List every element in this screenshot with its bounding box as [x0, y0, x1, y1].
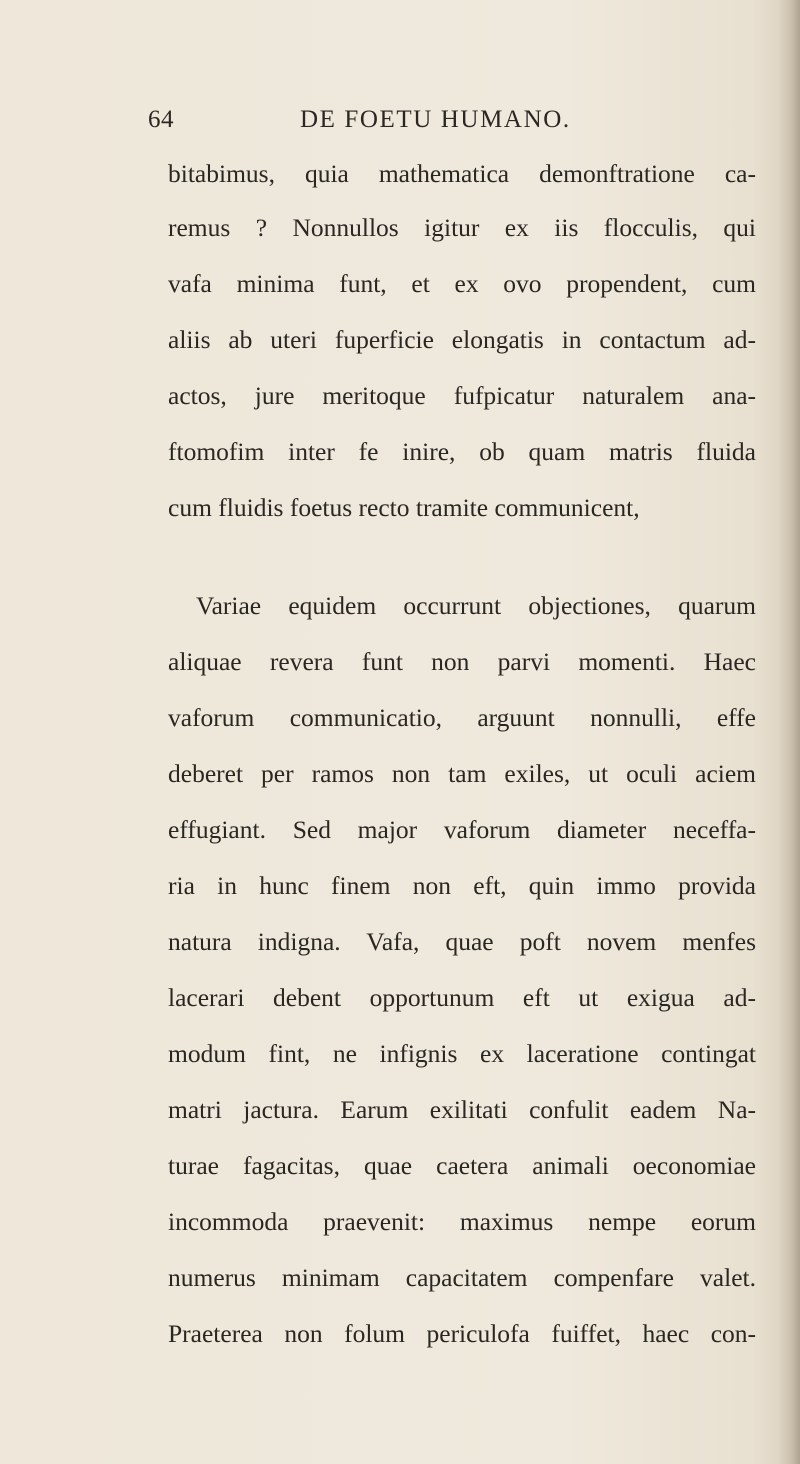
text-line: ria in hunc finem non eft, quin immo provida: [168, 871, 756, 900]
text-line: effugiant. Sed major vaforum diameter neceffa-: [168, 815, 756, 844]
text-line: incommoda praevenit: maximus nempe eorum: [168, 1207, 756, 1236]
text-line: Variae equidem occurrunt objectiones, quarum: [196, 591, 756, 620]
running-title: DE FOETU HUMANO.: [300, 106, 571, 133]
page-number: 64: [148, 106, 174, 133]
text-line: vaforum communicatio, arguunt nonnulli, effe: [168, 703, 756, 732]
text-line: aliquae revera funt non parvi momenti. Haec: [168, 647, 756, 676]
text-line: numerus minimam capacitatem compenfare valet.: [168, 1263, 756, 1292]
text-line: matri jactura. Earum exilitati confulit eadem Na-: [168, 1095, 756, 1124]
text-line: bitabimus, quia mathematica demonftratione ca-: [168, 159, 756, 188]
text-line: lacerari debent opportunum eft ut exigua ad-: [168, 983, 756, 1012]
text-line: cum fluidis foetus recto tramite communicent,: [168, 493, 640, 522]
text-line: Praeterea non folum periculofa fuiffet, haec con-: [168, 1319, 756, 1348]
text-line: modum fint, ne infignis ex laceratione contingat: [168, 1039, 756, 1068]
page-edge-shadow: [778, 0, 800, 1464]
text-line: deberet per ramos non tam exiles, ut oculi aciem: [168, 759, 756, 788]
text-line: aliis ab uteri fuperficie elongatis in contactum ad-: [168, 325, 756, 354]
text-line: remus ? Nonnullos igitur ex iis flocculis, qui: [168, 213, 756, 242]
text-line: actos, jure meritoque fufpicatur naturalem ana-: [168, 381, 756, 410]
text-line: turae fagacitas, quae caetera animali oeconomiae: [168, 1151, 756, 1180]
text-line: ftomofim inter fe inire, ob quam matris fluida: [168, 437, 756, 466]
text-line: vafa minima funt, et ex ovo propendent, cum: [168, 269, 756, 298]
text-line: natura indigna. Vafa, quae poft novem menfes: [168, 927, 756, 956]
running-head: [0, 106, 800, 146]
